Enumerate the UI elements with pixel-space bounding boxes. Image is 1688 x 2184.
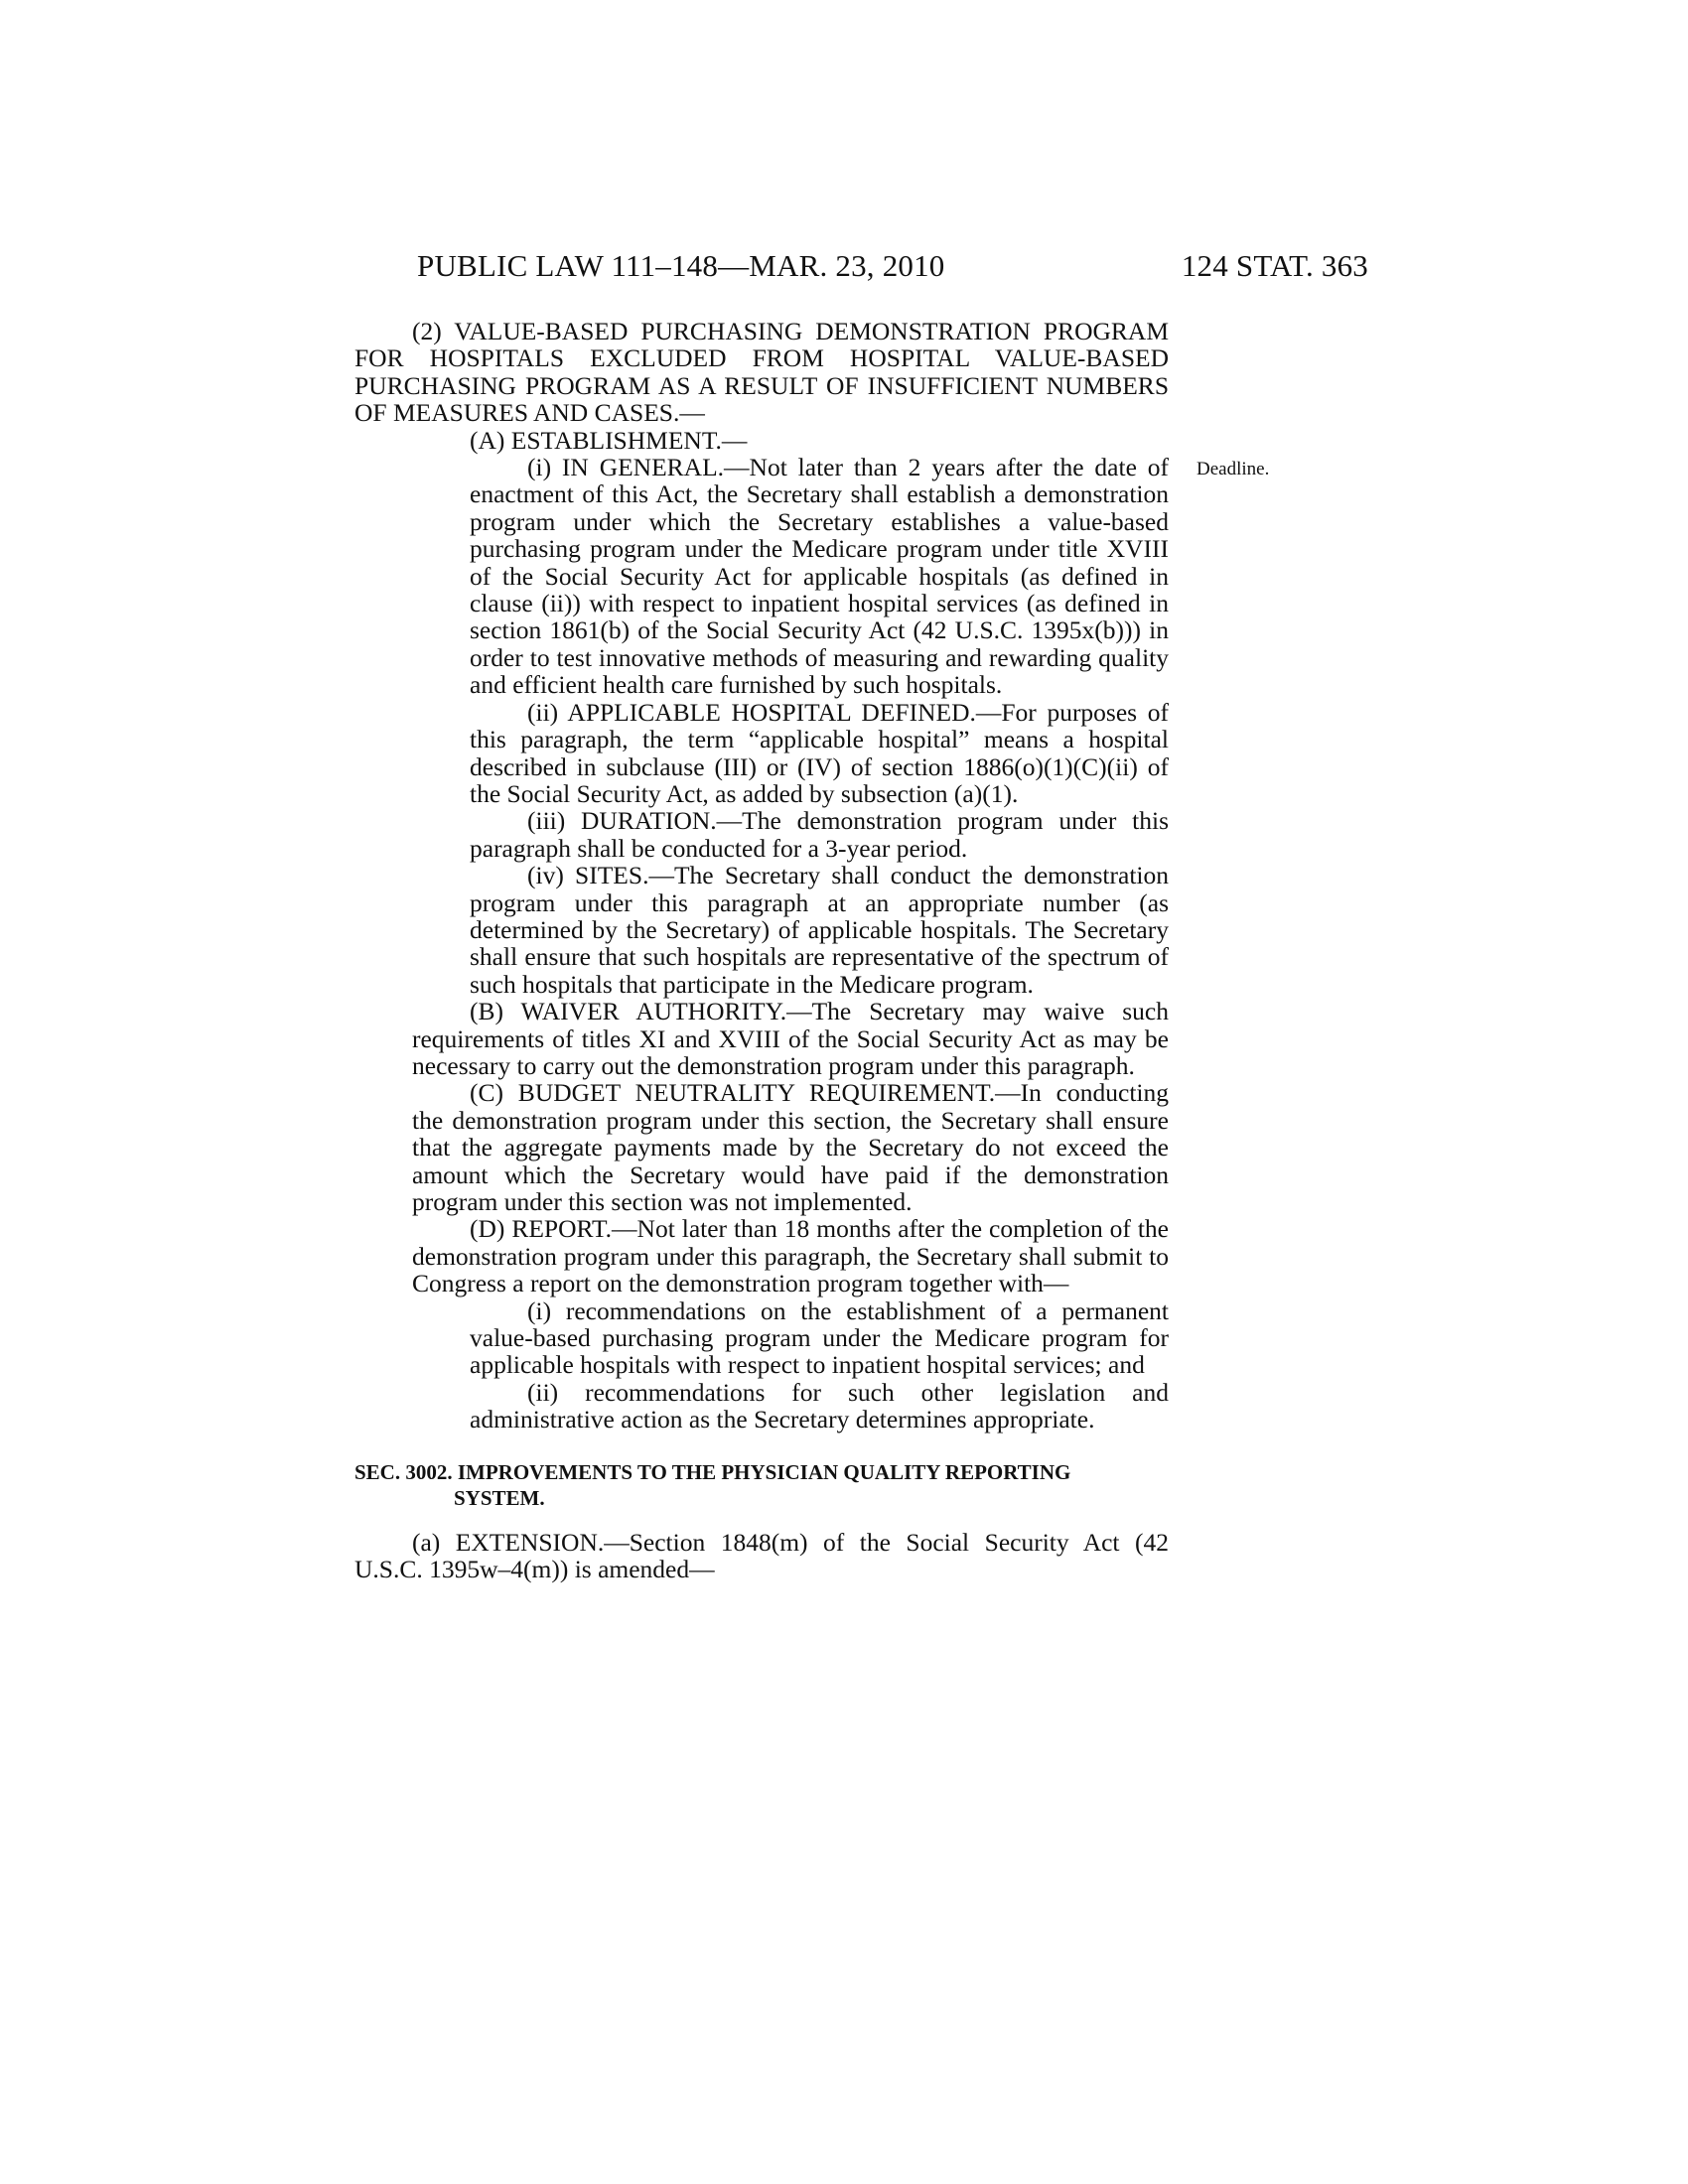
clause-a-i: (i) IN GENERAL.—Not later than 2 years after the date of enactment of this Act, the Secretary shall establish a demonstration program under which the Secretary establishes a value-based purchasing program under the Medicare program under title XVIII of the Social Security Act for applicable hospitals (as defined in clause (ii)) with respect to inpatient hospital services (as defined in section 1861(b) of the Social Security Act (42 U.S.C. 1395x(b))) in order to test innovative methods of measuring and rewarding quality and efficient health care furnished by such hospitals. — [470, 453, 1169, 700]
subsection-a: (a) EXTENSION.—Section 1848(m) of the Social Security Act (42 U.S.C. 1395w–4(m)) is amended— — [354, 1527, 1169, 1584]
running-header — [417, 248, 1368, 288]
clause-d-i: (i) recommendations on the establishment of a permanent value-based purchasing program under the Medicare program for applicable hospitals with respect to inpatient hospital services; and — [470, 1296, 1169, 1380]
clause-a-iv: (iv) SITES.—The Secretary shall conduct the demonstration program under this paragraph at an appropriate number (as determined by the Secretary) of applicable hospitals. The Secretary shall ensure that such hospitals are representative of the spectrum of such hospitals that participate in the Medicare program. — [470, 861, 1169, 999]
section-heading-line1: SEC. 3002. IMPROVEMENTS TO THE PHYSICIAN QUALITY REPORTING — [354, 1459, 1071, 1484]
margin-note-deadline: Deadline. — [1196, 459, 1270, 479]
paragraph-2-heading: (2) VALUE-BASED PURCHASING DEMONSTRATION PROGRAM FOR HOSPITALS EXCLUDED FROM HOSPITAL VALUE-BASED PURCHASING PROGRAM AS A RESULT OF INSUFFICIENT NUMBERS OF MEASURES AND CASES.— — [354, 317, 1169, 428]
subparagraph-d: (D) REPORT.—Not later than 18 months after the completion of the demonstration program under this paragraph, the Secretary shall submit to Congress a report on the demonstration program together with— — [412, 1214, 1169, 1298]
clause-a-ii: (ii) APPLICABLE HOSPITAL DEFINED.—For purposes of this paragraph, the term “applicable hospital” means a hospital described in subclause (III) or (IV) of section 1886(o)(1)(C)(ii) of the Social Security Act, as added by subsection (a)(1). — [470, 697, 1169, 808]
document-body — [354, 318, 1169, 1582]
header-page-number: 124 STAT. 363 — [1181, 248, 1368, 283]
section-heading-line2: SYSTEM. — [454, 1485, 545, 1510]
clause-a-iii: (iii) DURATION.—The demonstration program under this paragraph shall be conducted for a 3-year period. — [470, 806, 1169, 863]
subparagraph-b: (B) WAIVER AUTHORITY.—The Secretary may waive such requirements of titles XI and XVIII of the Social Security Act as may be necessary to carry out the demonstration program under this paragraph. — [412, 997, 1169, 1080]
header-citation: PUBLIC LAW 111–148—MAR. 23, 2010 — [417, 248, 945, 283]
clause-d-ii: (ii) recommendations for such other legislation and administrative action as the Secretary determines appropriate. — [470, 1377, 1169, 1434]
section-heading — [354, 1459, 1169, 1511]
subparagraph-a-heading: (A) ESTABLISHMENT.— — [470, 425, 748, 455]
subparagraph-c: (C) BUDGET NEUTRALITY REQUIREMENT.—In conducting the demonstration program under this section, the Secretary shall ensure that the aggregate payments made by the Secretary do not exceed the amount which the Secretary would have paid if the demonstration program under this section was not implemented. — [412, 1078, 1169, 1216]
